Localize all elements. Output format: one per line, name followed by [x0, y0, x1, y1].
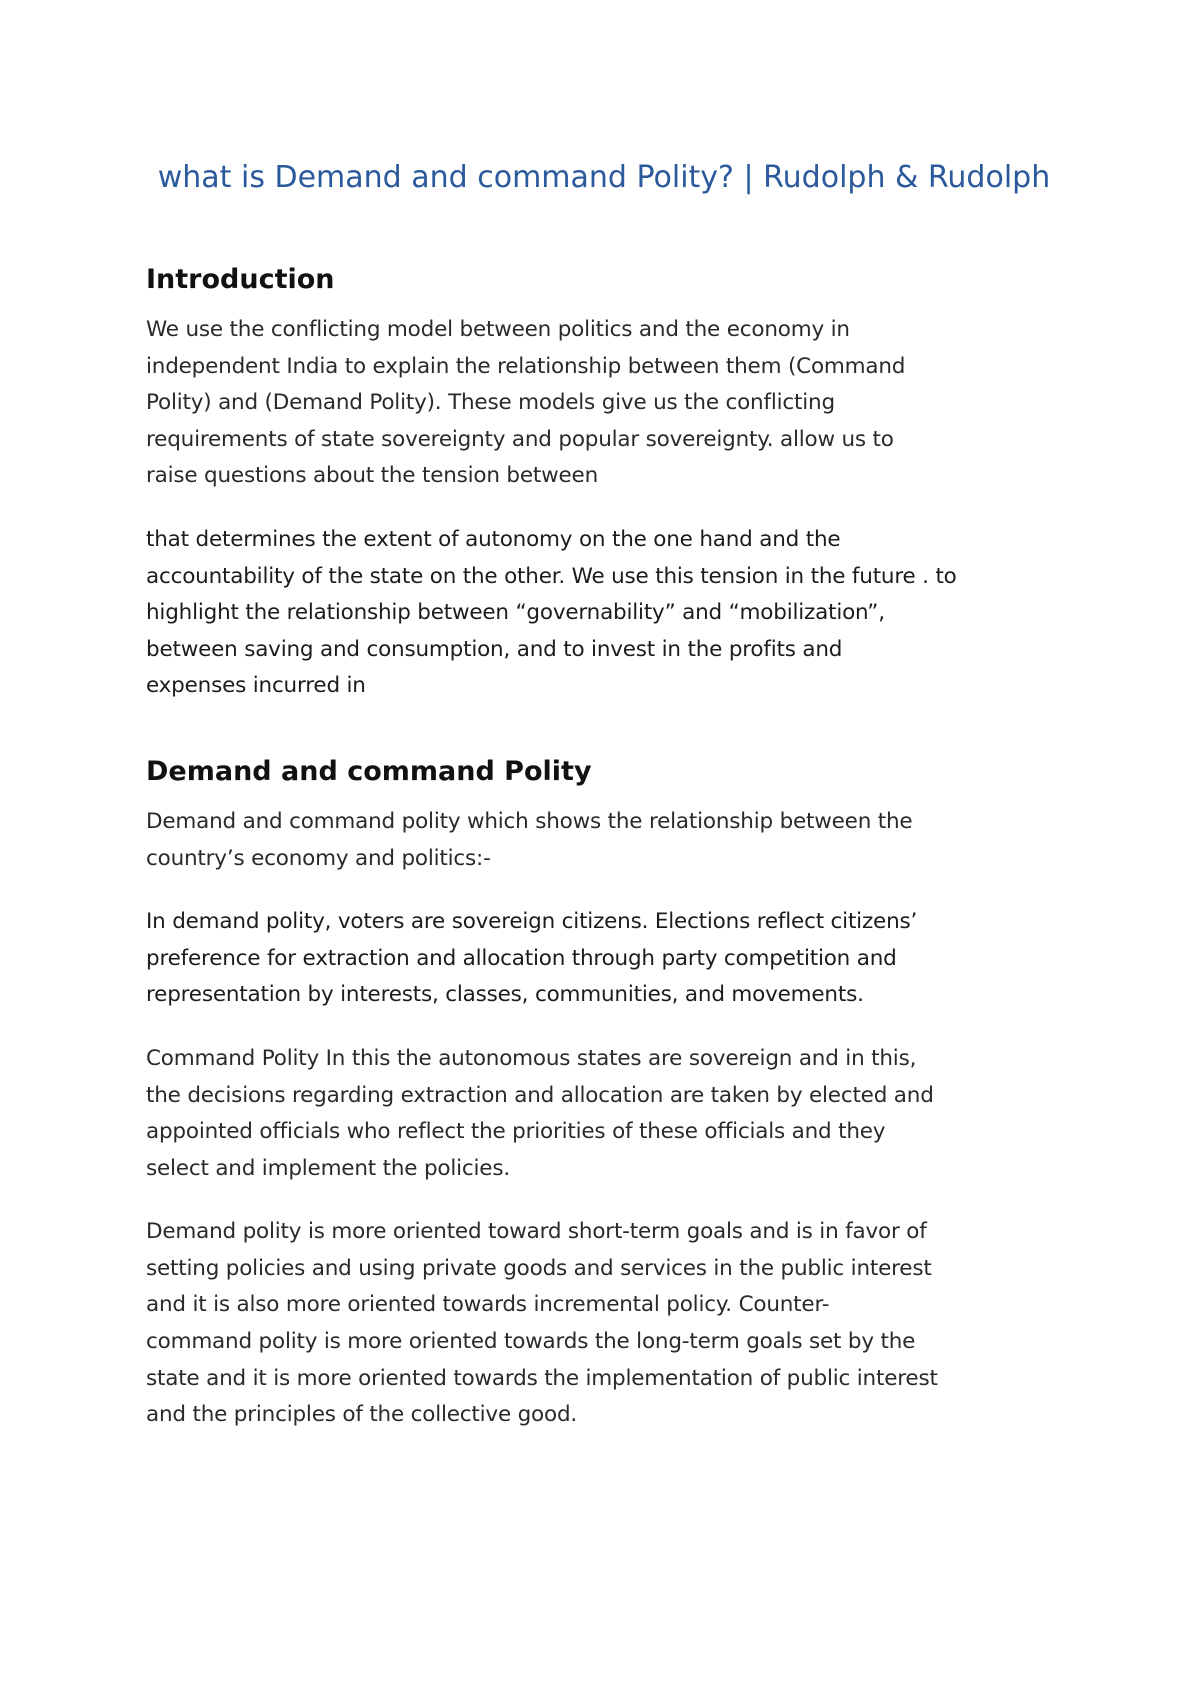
- heading-demand-command-polity: Demand and command Polity: [146, 755, 592, 787]
- document-title: what is Demand and command Polity? | Rudolph & Rudolph: [157, 160, 1051, 195]
- polity-paragraph-4: Demand polity is more oriented toward short-term goals and is in favor of setting policies and using private goods and services in the public interest and it is also more oriented towards incremental policy. Counter- command polity is more oriented towards the long-term goals set by the state and it is more oriented towards the implementation of public interest and the principles of the collective good.: [146, 1219, 938, 1428]
- intro-paragraph-2: that determines the extent of autonomy on the one hand and the accountability of the state on the other. We use this tension in the future . to highlight the relationship between “governability” and “mobilization”, between saving and consumption, and to invest in the profits and expenses incurred in: [146, 526, 957, 699]
- document-page: [146, 150, 1062, 1434]
- polity-paragraph-3: Command Polity In this the autonomous states are sovereign and in this, the decisions regarding extraction and allocation are taken by elected and appointed officials who reflect the priorities of these officials and they select and implement the policies.: [146, 1045, 934, 1181]
- polity-paragraph-1: Demand and command polity which shows the relationship between the country’s economy and politics:-: [146, 808, 913, 871]
- intro-paragraph-1: We use the conflicting model between politics and the economy in independent India to explain the relationship between them (Command Polity) and (Demand Polity). These models give us the conflicting requirements of state sovereignty and popular sovereignty. allow us to raise questions about the tension between: [146, 317, 906, 489]
- heading-introduction: Introduction: [146, 264, 335, 295]
- polity-paragraph-2: In demand polity, voters are sovereign citizens. Elections reflect citizens’ preference for extraction and allocation through party competition and representation by interests, classes, communities, and movements.: [146, 909, 918, 1008]
